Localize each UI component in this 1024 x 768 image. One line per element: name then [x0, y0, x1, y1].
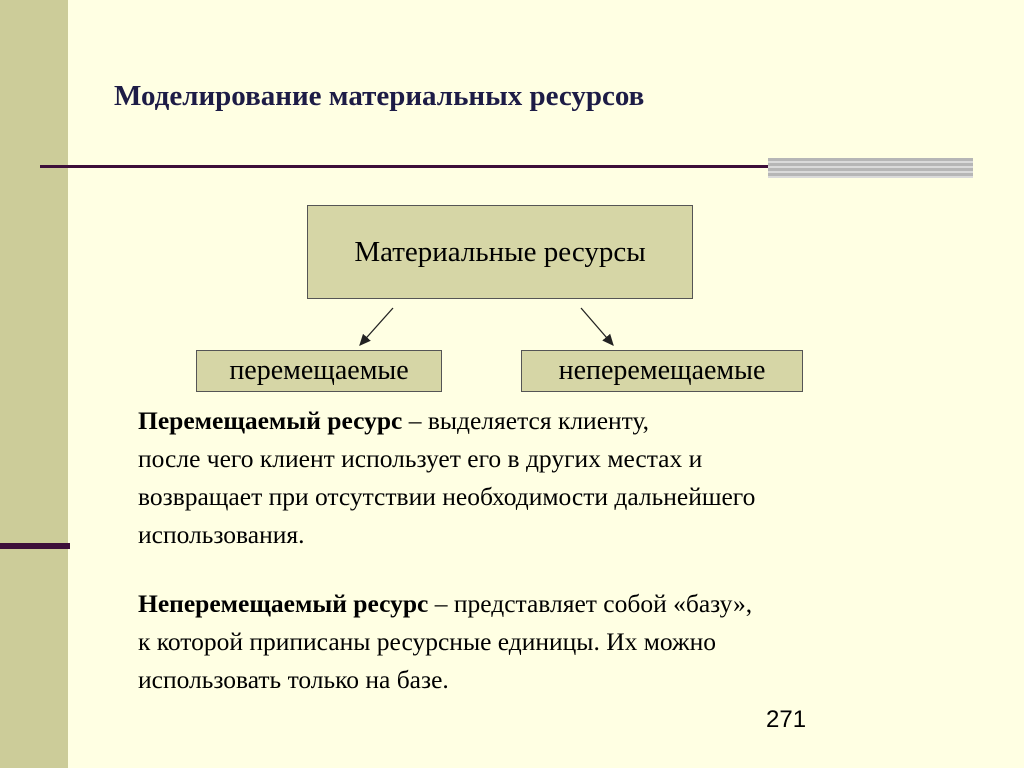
- diagram-child-node-immovable: [521, 350, 803, 392]
- definition-term: Неперемещаемый ресурс: [138, 589, 429, 618]
- diagram-child-label: перемещаемые: [229, 355, 409, 386]
- definition-line: к которой приписаны ресурсные единицы. Их можно: [138, 627, 716, 656]
- definition-line: представляет собой «базу»,: [453, 589, 753, 618]
- definition-immovable: [138, 585, 978, 699]
- definition-term: Перемещаемый ресурс: [138, 406, 403, 435]
- diagram-child-label: неперемещаемые: [558, 355, 766, 386]
- diagram-root-label: Материальные ресурсы: [354, 235, 646, 268]
- arrow-to-left-child: [360, 308, 393, 345]
- definition-line: возвращает при отсутствии необходимости дальнейшего: [138, 482, 756, 511]
- definition-movable: [138, 402, 978, 554]
- diagram-child-node-movable: [196, 350, 442, 392]
- definition-line: после чего клиент использует его в других местах и: [138, 444, 703, 473]
- definition-separator: –: [428, 589, 454, 618]
- definition-line: выделяется клиенту,: [427, 406, 650, 435]
- definition-line: использовать только на базе.: [138, 665, 449, 694]
- arrow-to-right-child: [581, 308, 613, 345]
- definition-separator: –: [402, 406, 428, 435]
- slide-title: Моделирование материальных ресурсов: [114, 80, 645, 112]
- definition-line: использования.: [138, 520, 305, 549]
- page-number: 271: [766, 706, 807, 733]
